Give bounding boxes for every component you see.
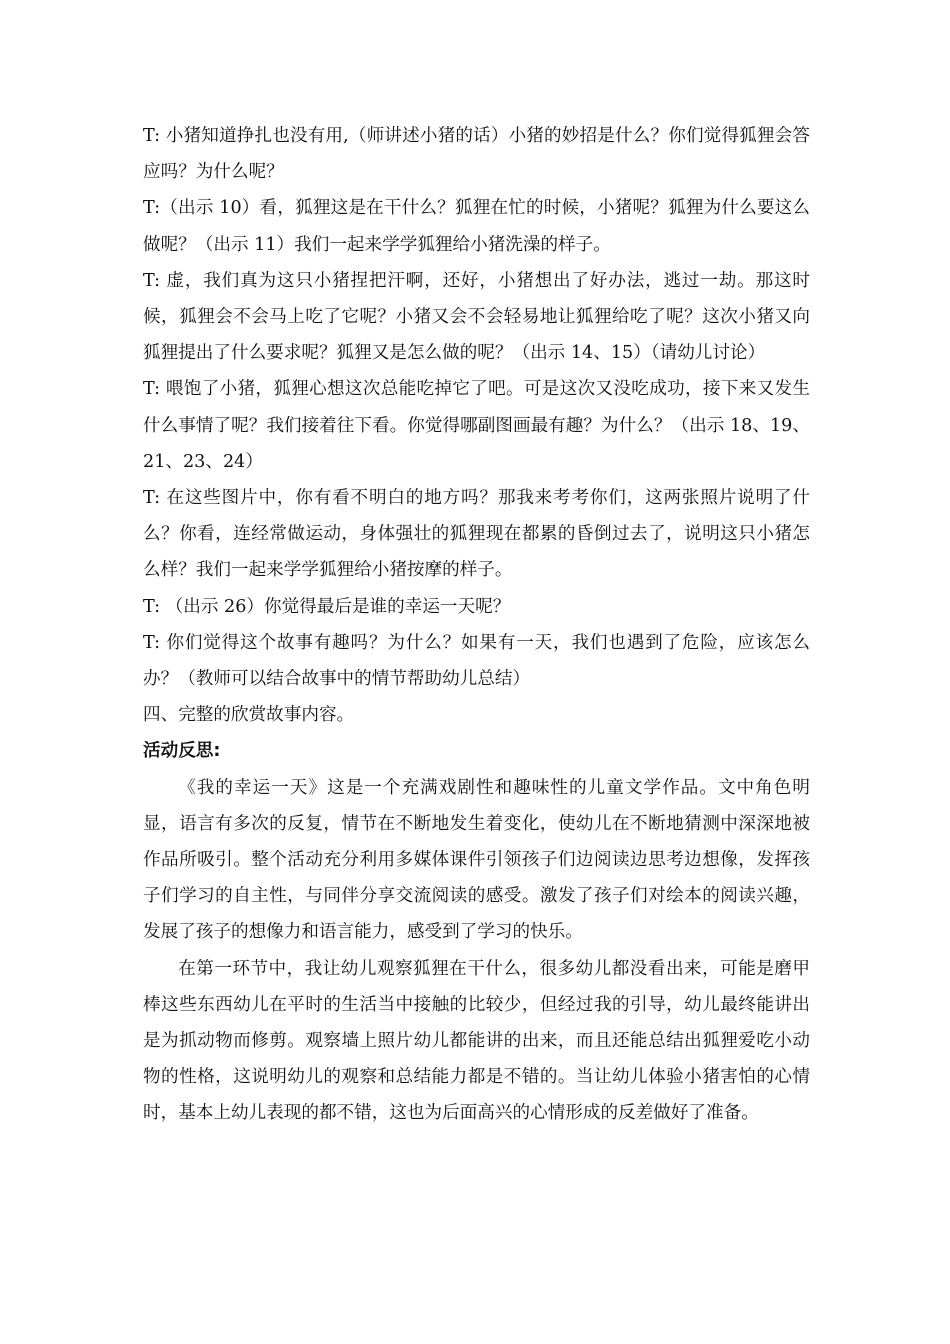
dialogue-paragraph-3: T: 虚，我们真为这只小猪捏把汗啊，还好，小猪想出了好办法，逃过一劫。那这时候，狐狸会不会马上吃了它呢？小猪又会不会轻易地让狐狸给吃了呢？这次小猪又向狐狸提出了什么要求呢？狐狸又是怎么做的呢？（出示 14、15）（请幼儿讨论） xyxy=(143,270,810,364)
dialogue-paragraph-6: T: （出示 26）你觉得最后是谁的幸运一天呢？ xyxy=(143,596,511,617)
section-four-line: 四、完整的欣赏故事内容。 xyxy=(143,705,355,726)
document-page xyxy=(143,118,810,1132)
reflection-paragraph-2: 在第一环节中，我让幼儿观察狐狸在干什么，很多幼儿都没看出来，可能是磨甲棒这些东西幼儿在平时的生活当中接触的比较少，但经过我的引导，幼儿最终能讲出是为抓动物而修剪。观察墙上照片幼儿都能讲的出来，而且还能总结出狐狸爱吃小动物的性格，这说明幼儿的观察和总结能力都是不错的。当让幼儿体验小猪害怕的心情时，基本上幼儿表现的都不错，这也为后面高兴的心情形成的反差做好了准备。 xyxy=(143,958,810,1124)
section-heading-reflection: 活动反思: xyxy=(143,741,221,762)
dialogue-paragraph-7: T: 你们觉得这个故事有趣吗？为什么？如果有一天，我们也遇到了危险，应该怎么办？（教师可以结合故事中的情节帮助幼儿总结） xyxy=(143,632,810,690)
dialogue-paragraph-1: T: 小猪知道挣扎也没有用,（师讲述小猪的话）小猪的妙招是什么？你们觉得狐狸会答应吗？为什么呢？ xyxy=(143,126,810,183)
dialogue-paragraph-5: T: 在这些图片中，你有看不明白的地方吗？那我来考考你们，这两张照片说明了什么？你看，连经常做运动，身体强壮的狐狸现在都累的昏倒过去了，说明这只小猪怎么样？我们一起来学学狐狸给小猪按摩的样子。 xyxy=(143,488,810,581)
reflection-paragraph-1: 《我的幸运一天》这是一个充满戏剧性和趣味性的儿童文学作品。文中角色明显，语言有多次的反复，情节在不断地发生着变化，使幼儿在不断地猜测中深深地被作品所吸引。整个活动充分利用多媒体课件引领孩子们边阅读边思考边想像，发挥孩子们学习的自主性，与同伴分享交流阅读的感受。激发了孩子们对绘本的阅读兴趣，发展了孩子的想像力和语言能力，感受到了学习的快乐。 xyxy=(143,777,810,943)
dialogue-paragraph-4: T: 喂饱了小猪，狐狸心想这次总能吃掉它了吧。可是这次又没吃成功，接下来又发生什么事情了呢？我们接着往下看。你觉得哪副图画最有趣？为什么？（出示 18、19、21、23、24） xyxy=(143,379,810,472)
dialogue-paragraph-2: T:（出示 10）看，狐狸这是在干什么？狐狸在忙的时候，小猪呢？狐狸为什么要这么做呢？（出示 11）我们一起来学学狐狸给小猪洗澡的样子。 xyxy=(143,198,810,255)
